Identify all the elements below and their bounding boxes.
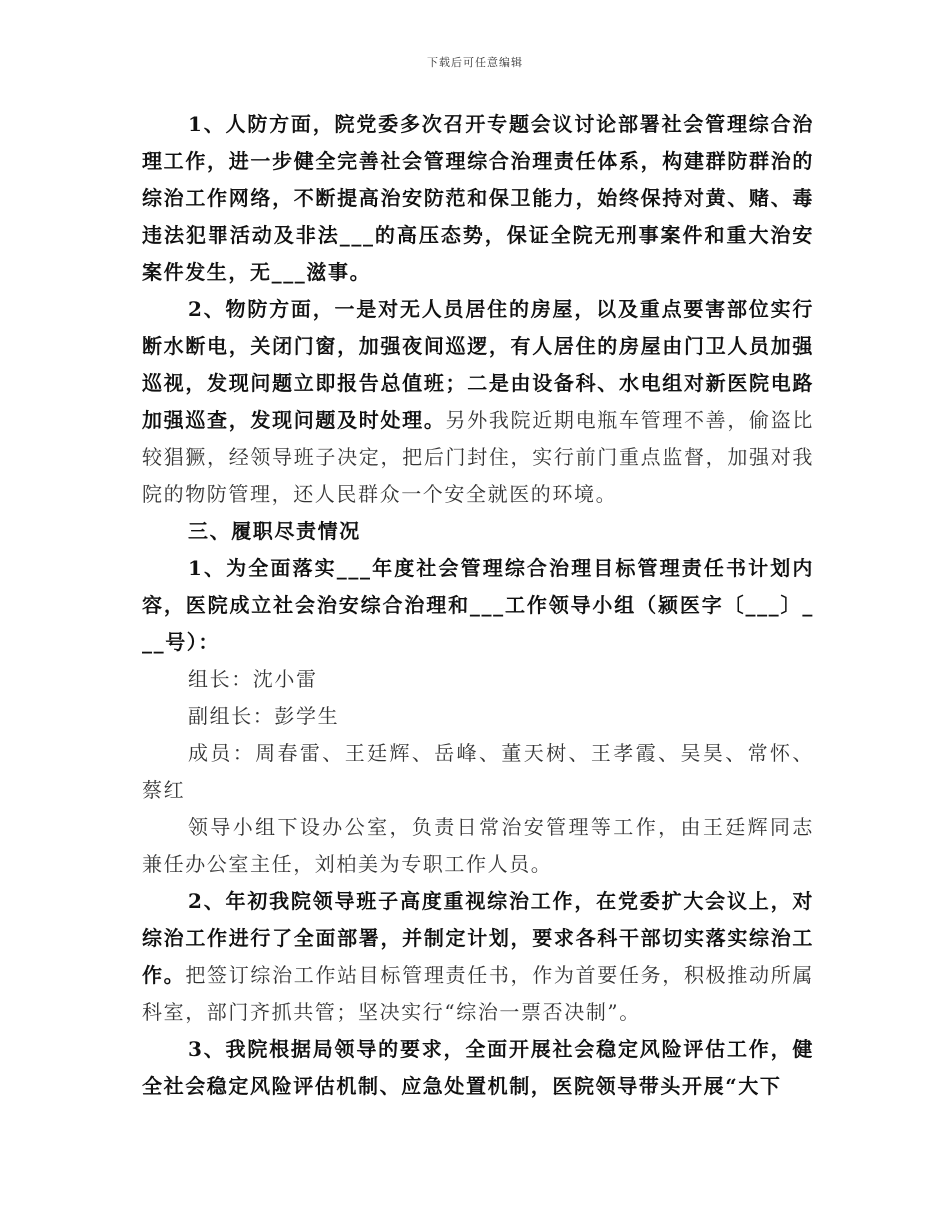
section-heading-duties	[142, 513, 814, 550]
paragraph-civil-defense	[142, 106, 814, 291]
page-header: 下载后可任意编辑	[427, 56, 523, 69]
deputy-leader-text: 副组长：彭学生	[188, 704, 340, 728]
paragraph-bold-text: 2、年初我院领导班子高度重视综治工作，在党委扩大会议上，对综治工作进行了全面部署，并制定计划，要求各科干部切实落实综治工作。	[142, 889, 814, 987]
deputy-leader-line	[142, 698, 814, 735]
section-heading-text: 三、履职尽责情况	[188, 519, 361, 543]
paragraph-normal-text: 把签订综治工作站目标管理责任书，作为首要任务，积极推动所属科室，部门齐抓共管；坚决实行“综治一票否决制”。	[142, 963, 814, 1024]
paragraph-leadership-group	[142, 550, 814, 661]
paragraph-normal-text: 另外我院近期电瓶车管理不善，偷盗比较猖獗，经领导班子决定，把后门封住，实行前门重点监督，加强对我院的物防管理，还人民群众一个安全就医的环境。	[142, 408, 814, 506]
paragraph-annual-deployment	[142, 883, 814, 1031]
paragraph-bold-text: 1、为全面落实___年度社会管理综合治理目标管理责任书计划内容，医院成立社会治安综合治理和___工作领导小组（颍医字〔___〕___号）：	[142, 556, 814, 654]
group-leader-line	[142, 661, 814, 698]
paragraph-bold-text: 3、我院根据局领导的要求，全面开展社会稳定风险评估工作，健全社会稳定风险评估机制、应急处置机制，医院领导带头开展“大下	[142, 1037, 814, 1098]
members-line	[142, 735, 814, 809]
members-text: 成员：周春雷、王廷辉、岳峰、董天树、王孝霞、吴昊、常怀、蔡红	[142, 741, 814, 802]
paragraph-bold-text: 2、物防方面，一是对无人员居住的房屋，以及重点要害部位实行断水断电，关闭门窗，加强夜间巡逻，有人居住的房屋由门卫人员加强巡视，发现问题立即报告总值班；二是由设备科、水电组对新医院电路加强巡查，发现问题及时处理。	[142, 297, 814, 432]
paragraph-office-setup	[142, 809, 814, 883]
paragraph-bold-text: 1、人防方面，院党委多次召开专题会议讨论部署社会管理综合治理工作，进一步健全完善社会管理综合治理责任体系，构建群防群治的综治工作网络，不断提高治安防范和保卫能力，始终保持对黄、赌、毒违法犯罪活动及非法___的高压态势，保证全院无刑事案件和重大治安案件发生，无___滋事。	[142, 112, 814, 284]
paragraph-risk-assessment	[142, 1031, 814, 1105]
group-leader-text: 组长：沈小雷	[188, 667, 318, 691]
document-body	[142, 106, 814, 1105]
paragraph-physical-defense	[142, 291, 814, 513]
paragraph-normal-text: 领导小组下设办公室，负责日常治安管理等工作，由王廷辉同志兼任办公室主任，刘柏美为专职工作人员。	[142, 815, 814, 876]
